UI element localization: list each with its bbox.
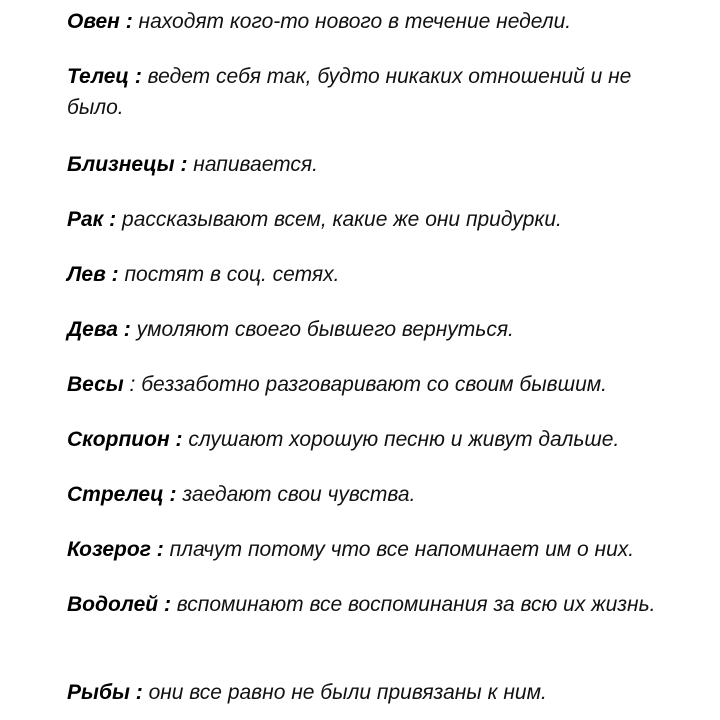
sign-name: Козерог bbox=[67, 538, 151, 561]
entry-aries bbox=[67, 6, 667, 37]
sign-name: Дева bbox=[67, 318, 118, 341]
separator: : bbox=[163, 483, 183, 506]
separator: : bbox=[117, 318, 137, 341]
entry-aquarius bbox=[67, 589, 667, 620]
entry-taurus bbox=[67, 61, 667, 123]
sign-name: Овен bbox=[67, 10, 120, 33]
sign-name: Скорпион bbox=[67, 428, 170, 451]
entry-gemini bbox=[67, 149, 667, 180]
separator: : bbox=[158, 593, 177, 616]
separator: : bbox=[105, 263, 125, 286]
sign-name: Весы bbox=[67, 373, 124, 396]
entry-text: они все равно не были привязаны к ним. bbox=[148, 681, 547, 704]
separator: : bbox=[103, 208, 123, 231]
separator: : bbox=[129, 681, 149, 704]
entry-scorpio bbox=[67, 424, 667, 455]
entry-sagittarius bbox=[67, 479, 667, 510]
sign-name: Лев bbox=[67, 263, 106, 286]
sign-name: Рыбы bbox=[67, 681, 130, 704]
entry-capricorn bbox=[67, 534, 667, 565]
entry-text: напивается. bbox=[193, 153, 318, 176]
separator: : bbox=[119, 10, 139, 33]
entry-pisces bbox=[67, 677, 667, 708]
entry-text: рассказывают всем, какие же они придурки. bbox=[122, 208, 562, 231]
separator: : bbox=[123, 373, 142, 396]
sign-name: Водолей bbox=[67, 593, 159, 616]
sign-name: Близнецы bbox=[67, 153, 175, 176]
entry-text: заедают свои чувства. bbox=[182, 483, 416, 506]
sign-name: Рак bbox=[67, 208, 104, 231]
sign-name: Телец bbox=[67, 65, 129, 88]
entry-text: постят в соц. сетях. bbox=[124, 263, 340, 286]
sign-name: Стрелец bbox=[67, 483, 164, 506]
entry-text: находят кого-то нового в течение недели. bbox=[138, 10, 572, 33]
entry-cancer bbox=[67, 204, 667, 235]
separator: : bbox=[129, 65, 148, 88]
entry-text: беззаботно разговаривают со своим бывшим. bbox=[141, 373, 607, 396]
entry-leo bbox=[67, 259, 667, 290]
entry-text: плачут потому что все напоминает им о них. bbox=[169, 538, 635, 561]
entry-text: вспоминают все воспоминания за всю их жизнь. bbox=[176, 593, 656, 616]
entry-text: ведет себя так, будто никаких отношений и не было. bbox=[67, 65, 632, 119]
entry-virgo bbox=[67, 314, 667, 345]
separator: : bbox=[150, 538, 170, 561]
separator: : bbox=[174, 153, 194, 176]
entry-text: умоляют своего бывшего вернуться. bbox=[136, 318, 514, 341]
entry-libra bbox=[67, 369, 667, 400]
entry-text: слушают хорошую песню и живут дальше. bbox=[188, 428, 620, 451]
separator: : bbox=[169, 428, 189, 451]
